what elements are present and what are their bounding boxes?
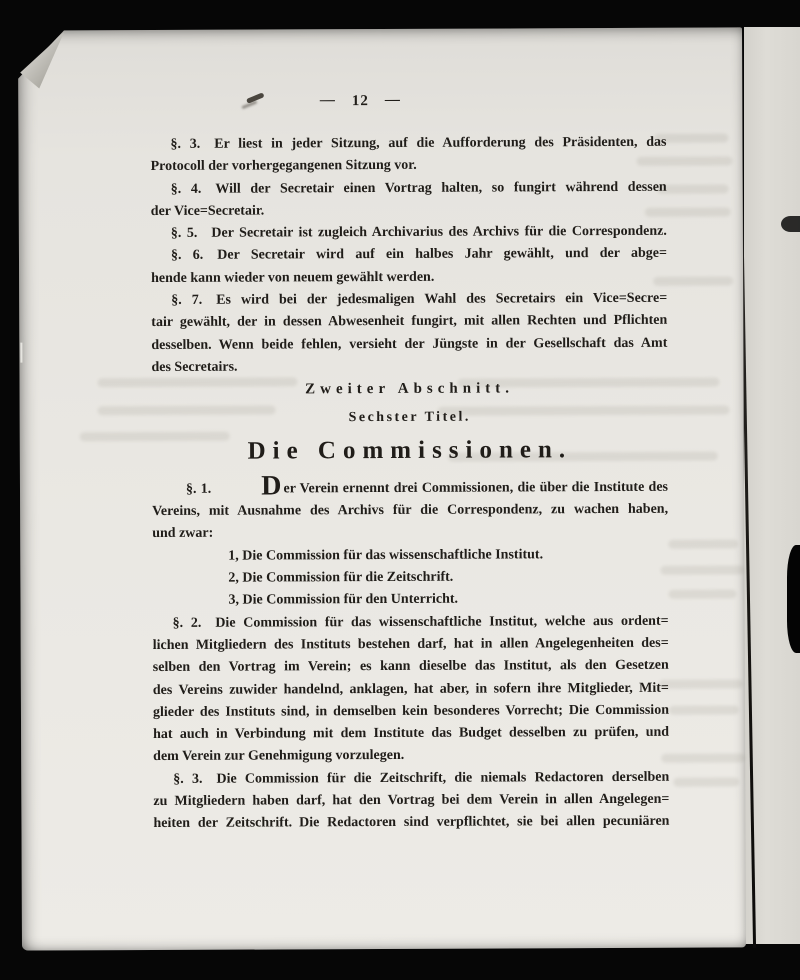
text-line: er Verein ernennt drei Commissionen, die über die Institute des	[283, 479, 669, 497]
ink-blot-small	[781, 216, 800, 232]
chapter-title: Die Commissionen.	[247, 436, 573, 465]
title-heading: Sechster Titel.	[348, 409, 471, 425]
paper-speckles	[18, 31, 20, 33]
bleedthrough-ghost-text	[18, 27, 742, 30]
text-line: §. 3. Die Commission für die Zeitschrift, die niemals Redactoren derselben	[173, 769, 670, 787]
section-heading: Zweiter Abschnitt.	[305, 380, 515, 398]
text-line: des Vereins zuwider handelnd, anklagen, hat aber, in sofern ihre Mitglieder, Mit=	[152, 680, 669, 698]
text-line	[152, 470, 669, 502]
text-line: des Secretairs.	[151, 359, 238, 375]
text-line: und zwar:	[152, 526, 214, 542]
text-line: zu Mitgliedern haben darf, hat den Vortrag bei dem Verein in allen Angelegen=	[153, 791, 670, 810]
text-line: dem Verein zur Genehmigung vorzulegen.	[153, 748, 405, 765]
document-page	[18, 27, 746, 950]
text-line: §. 5. Der Secretair ist zugleich Archivarius des Archivs für die Correspondenz.	[170, 223, 667, 242]
text-line: tair gewählt, der in dessen Abwesenheit fungirt, mit allen Rechten und Pflichten	[151, 313, 668, 331]
page-number-dash-right: —	[384, 91, 401, 108]
text-line: §. 3. Er liest in jeder Sitzung, auf die Aufforderung des Präsidenten, das	[170, 134, 667, 152]
paragraph-mark: §. 1.	[185, 481, 226, 497]
text-line: der Vice=Secretair.	[150, 203, 265, 219]
page-number-dash-left: —	[319, 92, 336, 109]
page-number	[150, 92, 570, 111]
text-line: glieder des Instituts sind, in demselben kein besonderes Vorrecht; Die Commission	[152, 702, 670, 720]
text-line: heiten der Zeitschrift. Die Redactoren sind verpflichtet, sie bei allen pecuniären	[153, 814, 670, 832]
dropcap-initial: D	[261, 470, 283, 502]
text-line: Vereins, mit Ausnahme des Archivs für die Correspondenz, zu wachen haben,	[152, 501, 669, 520]
text-line: §. 2. Die Commission für das wissenschaftliche Institut, welche aus ordent=	[172, 613, 669, 631]
text-line: hende kann wieder von neuem gewählt werden.	[151, 269, 435, 286]
list-item: 3, Die Commission für den Unterricht.	[228, 592, 459, 609]
text-line: selben den Vortrag im Verein; es kann dieselbe das Institut, als den Gesetzen	[152, 657, 669, 676]
text-line: §. 6. Der Secretair wird auf ein halbes Jahr gewählt, und der abge=	[170, 246, 668, 264]
list-item: 2, Die Commission für die Zeitschrift.	[228, 569, 454, 586]
paper-scratch	[20, 343, 22, 363]
list-item: 1, Die Commission für das wissenschaftliche Institut.	[228, 547, 544, 564]
text-line: §. 4. Will der Secretair einen Vortrag halten, so fungirt während dessen	[170, 179, 667, 197]
text-line: hat auch in Verbindung mit dem Institute das Budget desselben zu prüfen, und	[153, 724, 670, 743]
page-number-value: 12	[351, 93, 369, 110]
ink-blot-right-edge	[787, 545, 800, 653]
body-text	[150, 132, 669, 836]
text-line: lichen Mitgliedern des Instituts bestehen darf, hat in allen Angelegenheiten des=	[152, 635, 669, 653]
text-line: §. 7. Es wird bei der jedesmaligen Wahl des Secretairs ein Vice=Secre=	[171, 290, 668, 308]
text-line: desselben. Wenn beide fehlen, versieht der Jüngste in der Gesellschaft das Amt	[151, 335, 668, 353]
text-line: Protocoll der vorhergegangenen Sitzung vor.	[150, 158, 417, 175]
